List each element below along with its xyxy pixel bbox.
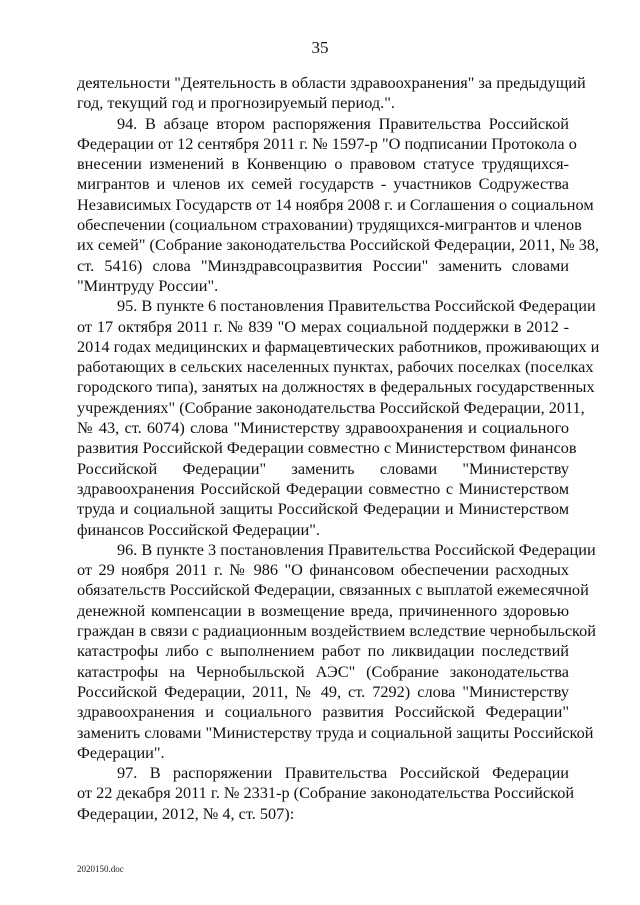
paragraph-96-line: 96. В пункте 3 постановления Правительства Российской Федерации (117, 539, 596, 559)
text-line: работающих в сельских населенных пунктах, рабочих поселках (поселках (77, 357, 594, 377)
text-line: труда и социальной защиты Российской Федерации и Министерством (77, 499, 569, 519)
text-line: катастрофы на Чернобыльской АЭС" (Собрание законодательства (77, 661, 569, 681)
text-line: 2014 годах медицинских и фармацевтических работников, проживающих и (77, 336, 600, 356)
text-line: обязательств Российской Федерации, связанных с выплатой ежемесячной (77, 580, 589, 600)
page-number: 35 (311, 38, 329, 57)
text-line: денежной компенсации в возмещение вреда, причиненного здоровью (77, 600, 569, 620)
text-line: финансов Российской Федерации". (77, 519, 320, 539)
document-body (77, 73, 600, 824)
paragraph-95-line: 95. В пункте 6 постановления Правительства Российской Федерации (117, 296, 596, 316)
text-line: "Минтруду России". (77, 275, 219, 295)
text-line: деятельности "Деятельность в области здравоохранения" за предыдущий (77, 73, 586, 92)
text-line: городского типа), занятых на должностях в федеральных государственных (77, 377, 595, 397)
text-line: Федерации". (77, 742, 165, 762)
text-line: мигрантов и членов их семей государств - участников Содружества (77, 174, 569, 194)
text-line: внесении изменений в Конвенцию о правовом статусе трудящихся- (77, 154, 569, 174)
text-line: обеспечении (социальном страховании) трудящихся-мигрантов и членов (77, 215, 582, 235)
text-line: от 29 ноября 2011 г. № 986 "О финансовом обеспечении расходных (77, 560, 569, 580)
text-line: Российской Федерации" заменить словами "Министерству (77, 458, 569, 478)
text-line: их семей" (Собрание законодательства Российской Федерации, 2011, № 38, (77, 235, 600, 255)
text-line: Федерации, 2012, № 4, ст. 507): (77, 803, 295, 823)
text-line: № 43, ст. 6074) слова "Министерству здравоохранения и социального (77, 418, 569, 438)
text-line: Федерации от 12 сентября 2011 г. № 1597-р "О подписании Протокола о (77, 133, 577, 153)
paragraph-94-line: 94. В абзаце втором распоряжения Правительства Российской (117, 113, 569, 133)
text-line: здравоохранения Российской Федерации совместно с Министерством (77, 478, 569, 498)
text-line: Независимых Государств от 14 ноября 2008 г. и Соглашения о социальном (77, 194, 594, 214)
text-line: от 17 октября 2011 г. № 839 "О мерах социальной поддержки в 2012 - (77, 316, 569, 336)
text-line: учреждениях" (Собрание законодательства Российской Федерации, 2011, (77, 397, 585, 417)
paragraph-97-line: 97. В распоряжении Правительства Российской Федерации (117, 763, 569, 783)
text-line: здравоохранения и социального развития Российской Федерации" (77, 702, 569, 722)
footer-filename: 2020150.doc (77, 864, 124, 874)
text-line: год, текущий год и прогнозируемый период.". (77, 93, 395, 113)
text-line: заменить словами "Министерству труда и социальной защиты Российской (77, 722, 594, 742)
text-line: развития Российской Федерации совместно с Министерством финансов (77, 438, 577, 458)
text-line: Российской Федерации, 2011, № 49, ст. 7292) слова "Министерству (77, 681, 569, 701)
text-line: ст. 5416) слова "Минздравсоцразвития России" заменить словами (77, 255, 569, 275)
text-line: катастрофы либо с выполнением работ по ликвидации последствий (77, 641, 569, 661)
text-line: от 22 декабря 2011 г. № 2331-р (Собрание законодательства Российской (77, 783, 575, 803)
text-line: граждан в связи с радиационным воздействием вследствие чернобыльской (77, 621, 596, 641)
